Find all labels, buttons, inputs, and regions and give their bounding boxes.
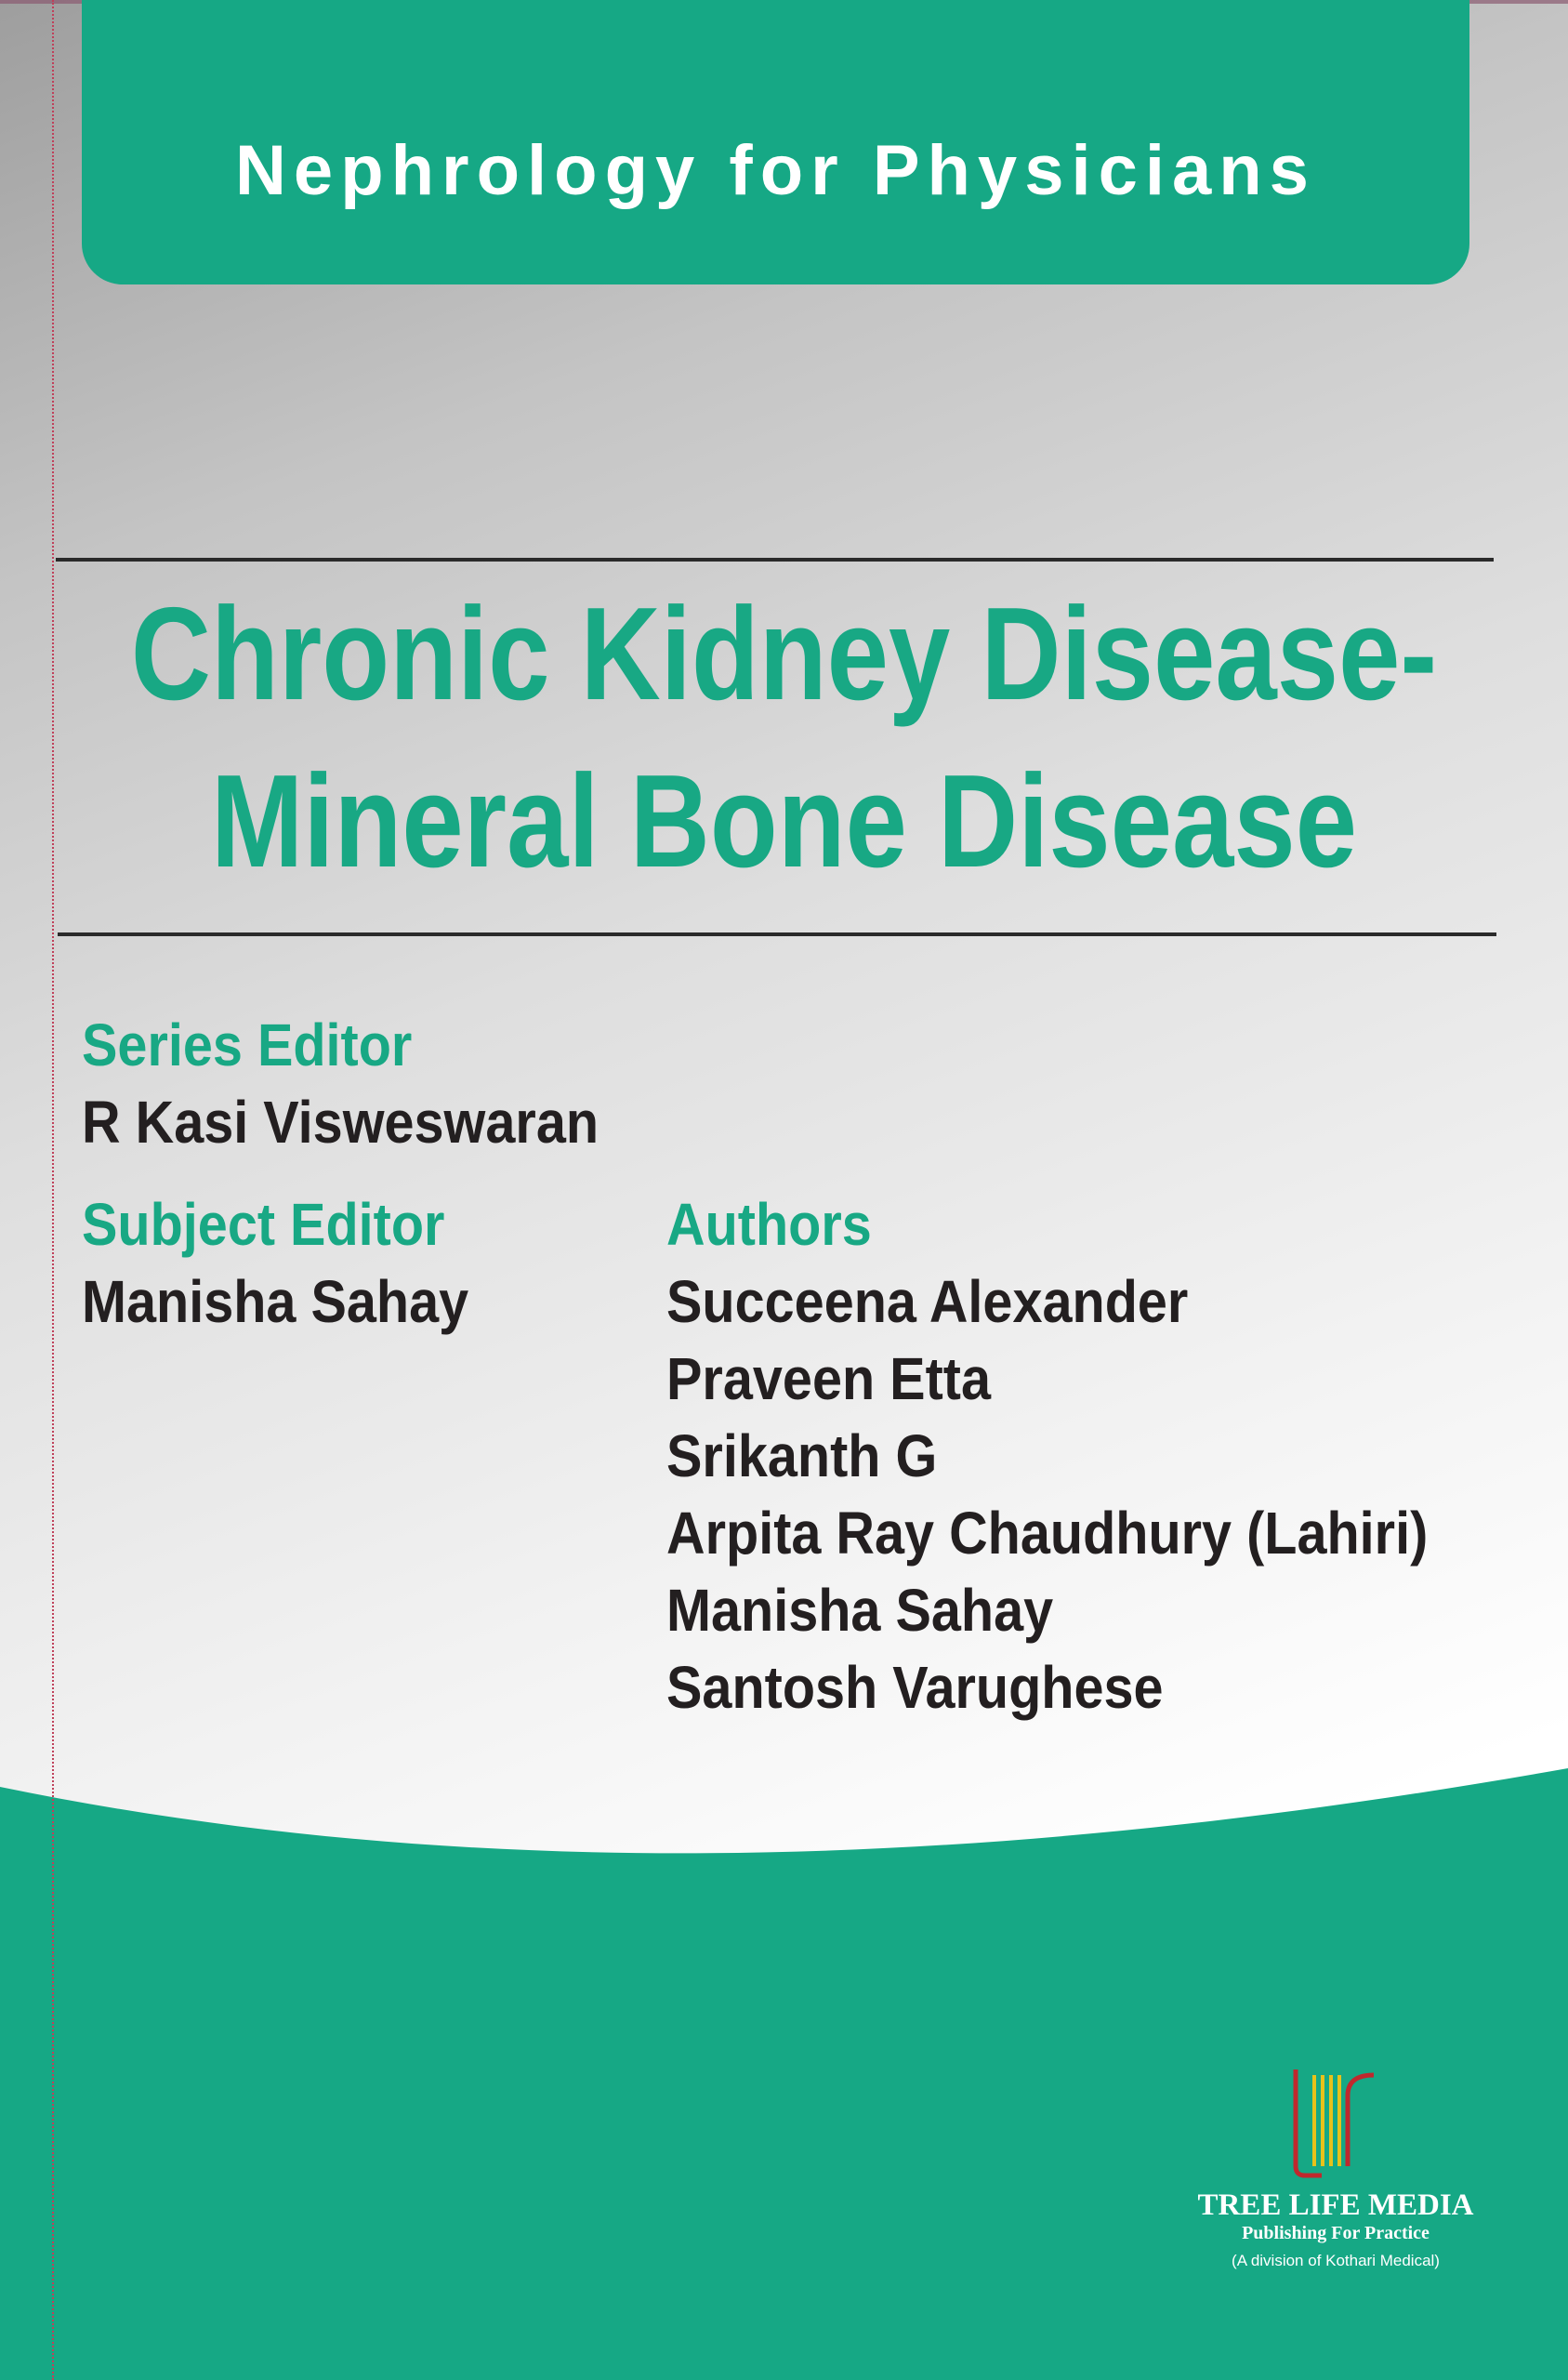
trim-guide-line bbox=[52, 0, 54, 2380]
tree-life-media-logo-icon bbox=[1285, 2066, 1387, 2181]
book-title-line-1: Chronic Kidney Disease- bbox=[130, 580, 1438, 728]
author-list bbox=[666, 1268, 1512, 1735]
publisher-name: TREE LIFE MEDIA bbox=[1197, 2188, 1474, 2222]
title-divider-top bbox=[56, 558, 1494, 562]
title-divider-bottom bbox=[58, 932, 1496, 936]
subject-editor-name: Manisha Sahay bbox=[82, 1268, 469, 1335]
author-name: Manisha Sahay bbox=[666, 1577, 1054, 1644]
series-editor-name: R Kasi Visweswaran bbox=[82, 1089, 600, 1156]
subject-editor-label: Subject Editor bbox=[82, 1191, 445, 1258]
book-title-line-2: Mineral Bone Disease bbox=[210, 747, 1358, 895]
series-banner bbox=[82, 0, 1469, 284]
author-name: Arpita Ray Chaudhury (Lahiri) bbox=[666, 1500, 1429, 1567]
publisher-tagline: Publishing For Practice bbox=[1242, 2223, 1430, 2243]
author-name: Santosh Varughese bbox=[666, 1654, 1164, 1721]
author-name: Succeena Alexander bbox=[666, 1268, 1189, 1335]
publisher-division: (A division of Kothari Medical) bbox=[1232, 2252, 1440, 2269]
series-title: Nephrology for Physicians bbox=[235, 131, 1316, 210]
authors-label: Authors bbox=[666, 1191, 872, 1258]
author-name: Praveen Etta bbox=[666, 1345, 991, 1412]
author-name: Srikanth G bbox=[666, 1422, 938, 1489]
series-editor-label: Series Editor bbox=[82, 1012, 413, 1078]
